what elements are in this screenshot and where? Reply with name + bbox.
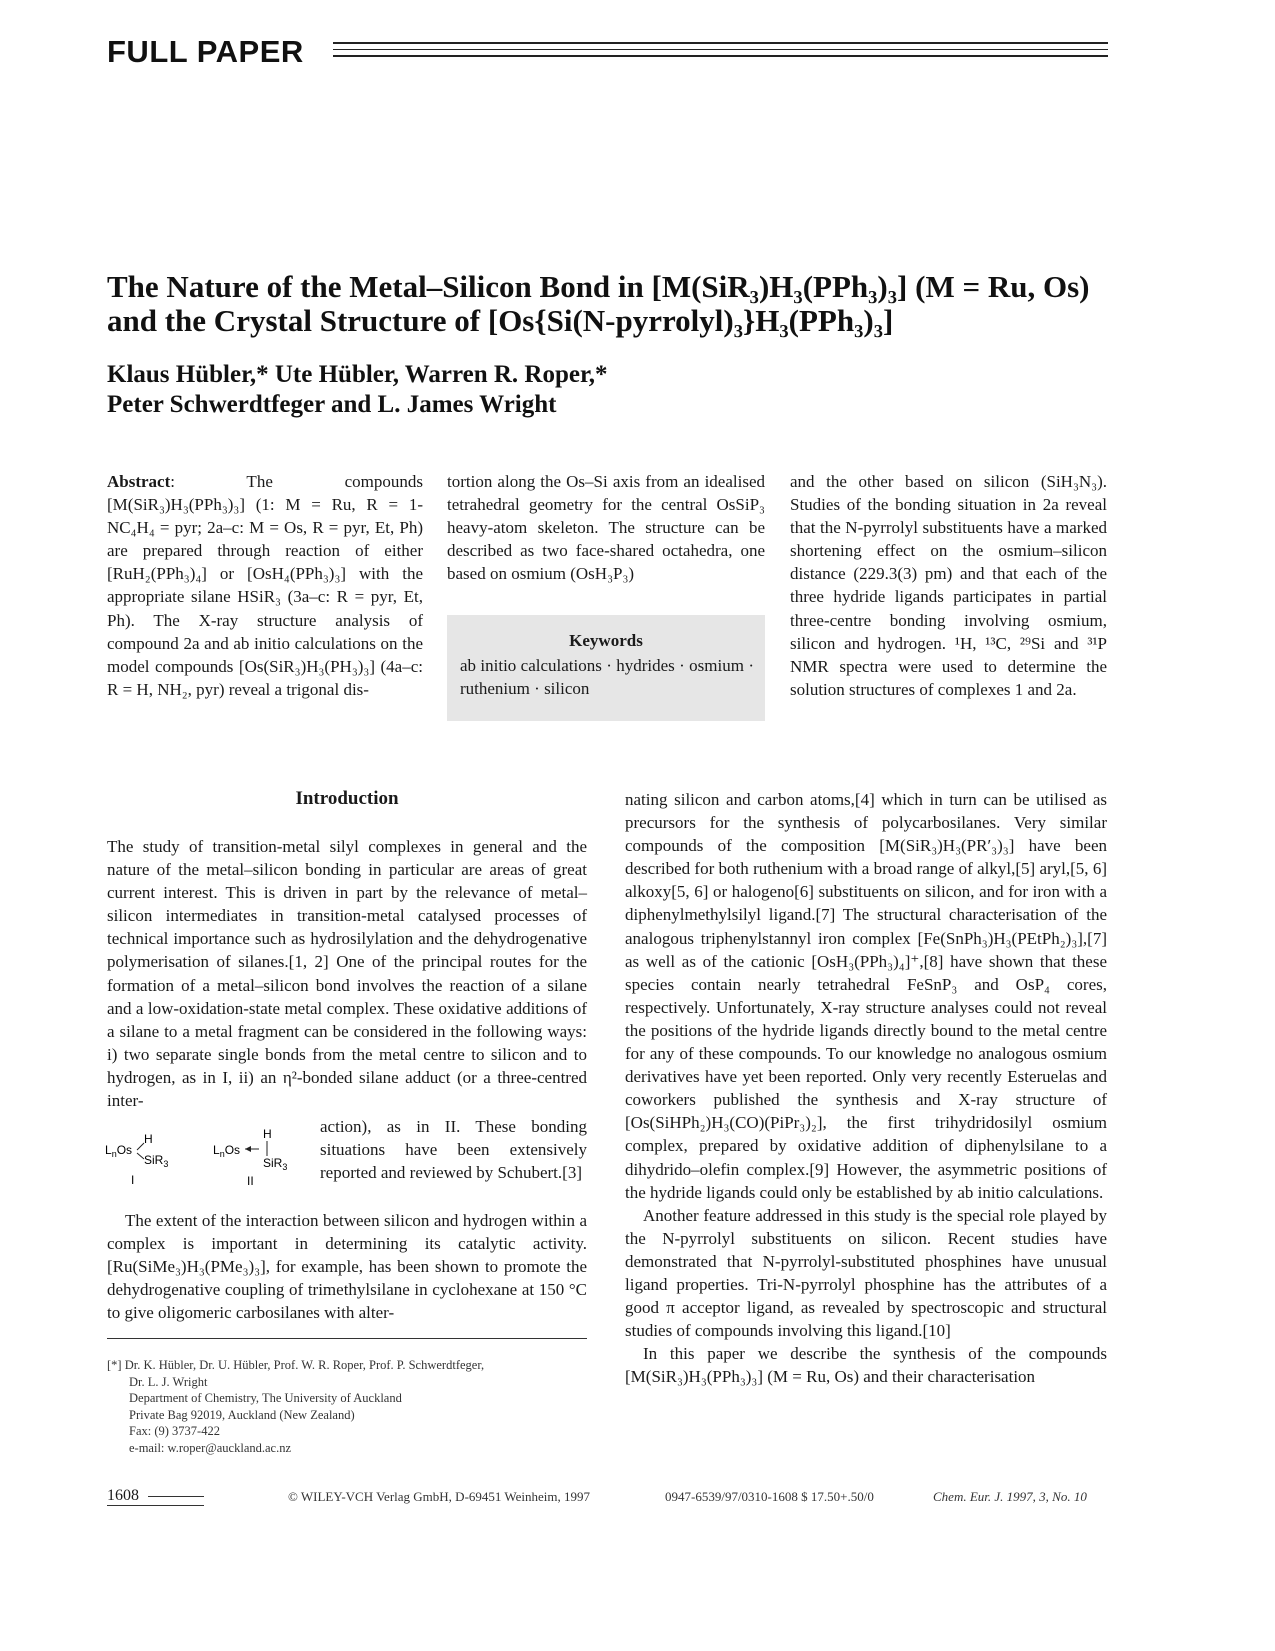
paper-title bbox=[107, 270, 1167, 338]
ln-os-label-2: $L_nOs$ bbox=[213, 1143, 241, 1159]
sir3-label-2: SiR$_3$ bbox=[263, 1156, 288, 1172]
intro-paragraph-2 bbox=[107, 1209, 587, 1324]
h-label-2: H bbox=[263, 1127, 272, 1141]
abstract-column-1 bbox=[107, 470, 423, 701]
os-si-bond-1 bbox=[137, 1153, 144, 1159]
keyword: osmium bbox=[689, 656, 744, 675]
author-list bbox=[107, 360, 807, 420]
bonding-scheme-svg bbox=[105, 1122, 315, 1197]
publisher-line: © WILEY-VCH Verlag GmbH, D-69451 Weinheim, 1997 bbox=[288, 1489, 591, 1504]
intro-text-1-cont: action), as in II. These bonding situations have been extensively reported and reviewed by Schubert.[3] bbox=[320, 1117, 587, 1183]
abstract-text-1: : The compounds [M(SiR₃)H₃(PPh₃)₃] (1: M = Ru, R = 1-NC₄H₄ = pyr; 2a–c: M = Os, R = pyr, Et, Ph) are prepared through reaction of either [RuH₂(PPh₃)₄] or [OsH₄(PPh₃)₃] with the appropriate silane HSiR₃ (3a–c: R = pyr, Et, Ph). The X-ray structure analysis of compound 2a and ab initio calculations on the model compounds [Os(SiR₃)H₃(PH₃)₃] (4a–c: R = H, NH₂, pyr) reveal a trigonal dis- bbox=[107, 472, 423, 699]
keywords-heading: Keywords bbox=[569, 631, 643, 650]
journal-citation: Chem. Eur. J. 1997, 3, No. 10 bbox=[933, 1489, 1087, 1504]
bonding-figure bbox=[105, 1122, 315, 1197]
footnote-line: Fax: (9) 3737-422 bbox=[129, 1424, 220, 1439]
page-number-underline bbox=[107, 1505, 204, 1506]
intro-column-2 bbox=[625, 788, 1107, 1388]
sir3-label-1: SiR$_3$ bbox=[144, 1153, 169, 1169]
section-label: FULL PAPER bbox=[107, 34, 304, 69]
footnote-line: [*] Dr. K. Hübler, Dr. U. Hübler, Prof. W. R. Roper, Prof. P. Schwerdtfeger, bbox=[107, 1358, 485, 1372]
keywords-list: ab initio calculations · hydrides · osmium · ruthenium · silicon bbox=[460, 656, 754, 699]
email-link[interactable]: e-mail: w.roper@auckland.ac.nz bbox=[129, 1440, 292, 1455]
header-rules bbox=[333, 42, 1108, 66]
intro-paragraph-1 bbox=[107, 835, 587, 1112]
title-line-1: The Nature of the Metal–Silicon Bond in [M(SiR₃)H₃(PPh₃)₃] (M = Ru, Os) bbox=[107, 269, 1090, 304]
title-line-2: and the Crystal Structure of [Os{Si(N-pyrrolyl)₃}H₃(PPh₃)₃] bbox=[107, 303, 894, 338]
abstract-label: Abstract bbox=[107, 472, 171, 491]
structure-label-ii: II bbox=[247, 1174, 254, 1188]
h-label-1: H bbox=[144, 1132, 153, 1146]
footnote-line: Department of Chemistry, The University of Auckland bbox=[129, 1391, 402, 1406]
intro-paragraph-1-cont bbox=[320, 1115, 587, 1184]
footnote-line: Dr. L. J. Wright bbox=[129, 1374, 208, 1389]
footnote-rule bbox=[107, 1338, 587, 1339]
keyword: ab initio calculations bbox=[460, 656, 602, 675]
abstract-column-3 bbox=[790, 470, 1107, 701]
intro-text-1: The study of transition-metal silyl complexes in general and the nature of the metal–silicon bonding in particular are areas of great current interest. This is driven in part by the relevance of metal–silicon intermediates in transition-metal catalysed processes of technical importance such as hydrosilylation and the dehydrogenative polymerisation of silanes.[1, 2] One of the principal routes for the formation of a metal–silicon bond involves the reaction of a silane and a low-oxidation-state metal complex. These oxidative additions of a silane to a metal fragment can be considered in the following ways: i) two separate single bonds from the metal centre to silicon and to hydrogen, as in I, ii) an η²-bonded silane adduct (or a three-centred inter- bbox=[107, 837, 587, 1111]
issn-line: 0947-6539/97/0310-1608 $ 17.50+.50/0 bbox=[665, 1489, 874, 1504]
structure-label-i: I bbox=[131, 1173, 135, 1187]
footnote-line: Private Bag 92019, Auckland (New Zealand) bbox=[129, 1407, 355, 1422]
keyword: ruthenium bbox=[460, 679, 530, 699]
page-number: 1608 bbox=[107, 1487, 139, 1504]
os-h-bond-1 bbox=[137, 1143, 144, 1150]
ln-os-label-1: $L_nOs$ bbox=[105, 1143, 133, 1159]
introduction-heading: Introduction bbox=[295, 788, 399, 809]
author-affiliation-footnote bbox=[107, 1357, 587, 1457]
intro-col2-text-2: Another feature addressed in this study is the special role played by the N-pyrrolyl substituents on silicon. Recent studies have demonstrated that N-pyrrolyl-substituted phosphines have unusual ligand properties. Tri-N-pyrrolyl phosphine has the attributes of a good π acceptor ligand, as revealed by spectroscopic and structural studies of compounds involving this ligand.[10] bbox=[625, 1205, 1107, 1341]
abstract-column-2 bbox=[447, 470, 765, 585]
authors-line-1: Klaus Hübler,* Ute Hübler, Warren R. Roper,* bbox=[107, 361, 608, 388]
abstract-text-2: tortion along the Os–Si axis from an idealised tetrahedral geometry for the central OsSiP₃ heavy-atom skeleton. The structure can be described as two face-shared octahedra, one based on osmium (OsH₃P₃) bbox=[447, 472, 765, 584]
intro-col2-text-1: nating silicon and carbon atoms,[4] which in turn can be utilised as precursors for the synthesis of polycarbosilanes. Very similar compounds of the composition [M(SiR₃)H₃(PR′₃)₃] have been described for both ruthenium with a broad range of alkyl,[5] aryl,[5, 6] alkoxy[5, 6] or halogeno[6] substituents on silicon, and for iron with a diphenylmethylsilyl ligand.[7] The structural characterisation of the analogous triphenylstannyl iron complex [Fe(SnPh₃)H₃(PEtPh₂)₃],[7] as well as of the cationic [OsH₃(PPh₃)₄]⁺,[8] have shown that these species contain nearly tetrahedral FeSnP₃ and OsP₄ cores, respectively. Unfortunately, X-ray structure analyses could not reveal the positions of the hydride ligands directly bound to the metal centre for any of these compounds. To our knowledge no analogous osmium derivatives have yet been reported. Only very recently Esteruelas and coworkers published the synthesis and X-ray structure of [Os(SiHPh₂)H₃(CO)(PiPr₃)₂], the first trihydridosilyl osmium complex, prepared by oxidative addition of diphenylsilane to a dihydrido–olefin complex.[9] However, the asymmetric positions of the hydride ligands could only be established by ab initio calculations. bbox=[625, 790, 1107, 1202]
authors-line-2: Peter Schwerdtfeger and L. James Wright bbox=[107, 391, 557, 418]
intro-text-2: The extent of the interaction between silicon and hydrogen within a complex is important in determining its catalytic activity. [Ru(SiMe₃)H₃(PMe₃)₃], for example, has been shown to promote the dehydrogenative coupling of trimethylsilane in cyclohexane at 150 °C to give oligomeric carbosilanes with alter- bbox=[107, 1211, 587, 1323]
abstract-text-3: and the other based on silicon (SiH₃N₃). Studies of the bonding situation in 2a reveal that the N-pyrrolyl substituents have a marked shortening effect on the osmium–silicon distance (229.3(3) pm) and that each of the three hydride ligands participates in partial three-centre bonding involving osmium, silicon and hydrogen. ¹H, ¹³C, ²⁹Si and ³¹P NMR spectra were used to determine the solution structures of complexes 1 and 2a. bbox=[790, 472, 1107, 699]
arrow-head bbox=[245, 1146, 251, 1152]
page-number-rule bbox=[148, 1496, 204, 1497]
keyword: silicon bbox=[544, 679, 590, 699]
keyword: hydrides bbox=[616, 656, 675, 675]
intro-col2-text-3: In this paper we describe the synthesis of the compounds [M(SiR₃)H₃(PPh₃)₃] (M = Ru, Os) and their characterisation bbox=[625, 1344, 1107, 1387]
